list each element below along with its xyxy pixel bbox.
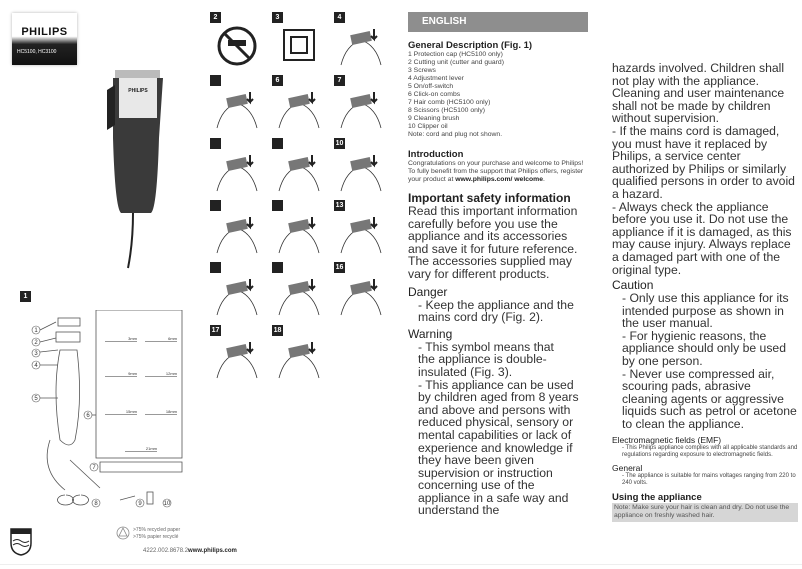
figure-badge: 16 — [335, 264, 344, 271]
caution-item: - Never use compressed air, scouring pads, abrasive cleaning agents or aggressive liquids such as petrol or acetone to clean the appliance. — [622, 366, 797, 432]
instruction-figure — [274, 338, 324, 380]
comb — [145, 312, 177, 342]
danger-item: - Keep the appliance and the mains cord dry (Fig. 2). — [418, 297, 574, 325]
caution-item: - Only use this appliance for its intended purpose as shown in the user manual. — [622, 291, 789, 331]
callout-4: 4 — [34, 363, 38, 369]
callout-7: 7 — [92, 465, 96, 471]
parts-list-item: 10 Clipper oil — [408, 123, 448, 130]
figure-badge — [272, 262, 283, 273]
comb-size: 18mm — [165, 409, 177, 414]
intro-end: . — [542, 176, 545, 183]
parts-list-item: 7 Hair comb (HC5100 only) — [408, 99, 491, 106]
instruction-figure — [336, 213, 386, 255]
safety-text: Read this important information carefully before you use the appliance and its accessories and save it for future reference. The accessories supplied may vary for different products. — [408, 204, 578, 281]
instruction-figure — [274, 213, 324, 255]
comb-size: 3mm — [128, 336, 137, 341]
comb — [105, 385, 137, 415]
footer-code-url — [143, 548, 237, 554]
recycle-icon — [115, 525, 131, 541]
parts-list-item: 8 Scissors (HC5100 only) — [408, 107, 486, 114]
figure-badge — [210, 75, 221, 86]
intro-body: Congratulations on your purchase and welcome to Philips! To fully benefit from the support that Philips offers, register your product at — [408, 160, 584, 183]
parts-list — [408, 51, 592, 131]
instruction-figure — [212, 88, 262, 130]
parts-list-item: 6 Click-on combs — [408, 91, 461, 98]
using-note: Note: Make sure your hair is clean and dry. Do not use the appliance on freshly washed hair. — [612, 503, 798, 522]
callout-2: 2 — [34, 340, 38, 346]
comb — [105, 347, 137, 377]
recycled-paper-note — [133, 527, 180, 540]
introduction-heading: Introduction — [408, 149, 464, 160]
parts-list-item: 1 Protection cap (HC5100 only) — [408, 51, 503, 58]
danger-heading: Danger — [408, 284, 448, 299]
callout-3: 3 — [34, 351, 38, 357]
comb — [105, 312, 137, 342]
instruction-figure — [274, 25, 324, 67]
figure-badge: 18 — [273, 327, 282, 334]
general-heading: General — [612, 462, 643, 473]
parts-list-item: 2 Cutting unit (cutter and guard) — [408, 59, 504, 66]
parts-list-item: 4 Adjustment lever — [408, 75, 464, 82]
general-text: - The appliance is suitable for mains voltages ranging from 220 to 240 volts. — [622, 472, 796, 487]
instruction-figure — [212, 213, 262, 255]
figure-badge: 4 — [334, 12, 345, 23]
warning-heading: Warning — [408, 326, 453, 341]
brand-logo: PHILIPS — [21, 26, 68, 38]
callout-6: 6 — [86, 413, 90, 419]
warning-item: - If the mains cord is damaged, you must have it replaced by Philips, a service center authorized by Philips or similarly qualified persons in order to avoid a hazard. — [612, 123, 795, 201]
instruction-figure — [274, 151, 324, 193]
philips-logo-box — [12, 13, 77, 65]
comb-size: 15mm — [125, 409, 137, 414]
safety-heading: Important safety information — [408, 191, 571, 205]
callout-8: 8 — [94, 501, 98, 507]
instruction-figure — [212, 338, 262, 380]
recycle-en: >75% recycled paper — [133, 527, 181, 533]
figure-1-badge: 1 — [20, 291, 31, 302]
figure-badge: 7 — [334, 75, 345, 86]
comb-size: 9mm — [128, 371, 137, 376]
warning-item-continued: hazards involved. Children shall not play with the appliance. Cleaning and user maintenance shall not be made by children without supervision. — [612, 61, 785, 126]
comb-size: 6mm — [168, 336, 177, 341]
figure-badge — [210, 200, 221, 211]
website-link: www.philips.com — [188, 548, 237, 554]
introduction-text — [408, 160, 592, 184]
recycle-fr: >75% papier recyclé — [133, 533, 179, 540]
emf-text: - This Philips appliance complies with all applicable standards and regulations regarding exposure to electromagnetic fields. — [622, 444, 798, 459]
instruction-figure — [336, 25, 386, 67]
instruction-figure — [274, 88, 324, 130]
parts-note: Note: cord and plug not shown. — [408, 131, 503, 138]
page-bottom-rule — [0, 564, 802, 565]
figure-badge: 2 — [210, 12, 221, 23]
hair-clipper-image — [95, 60, 175, 270]
instruction-figure — [336, 275, 386, 317]
figure-badge: 17 — [211, 327, 220, 334]
figure-badge — [210, 138, 221, 149]
manual-column-2 — [612, 62, 798, 522]
comb — [125, 422, 157, 452]
model-numbers: HC5100, HC3100 — [17, 49, 57, 55]
parts-list-item: 9 Cleaning brush — [408, 115, 460, 122]
language-header: ENGLISH — [408, 12, 588, 32]
instruction-figure — [212, 25, 262, 67]
callout-10: 10 — [163, 501, 171, 507]
figure-badge — [272, 138, 283, 149]
document-code: 4222.002.8678.2 — [143, 548, 189, 554]
instruction-figure — [212, 275, 262, 317]
parts-list-item: 5 On/off-switch — [408, 83, 454, 90]
general-description-heading: General Description (Fig. 1) — [408, 40, 533, 51]
figure-badge: 6 — [272, 75, 283, 86]
callout-5: 5 — [34, 396, 38, 402]
warning-item: - This symbol means that the appliance is double-insulated (Fig. 3). — [418, 339, 554, 379]
figure-badge — [210, 262, 221, 273]
comb-size: 12mm — [165, 371, 177, 376]
emf-heading: Electromagnetic fields (EMF) — [612, 434, 722, 445]
figure-badge: 10 — [335, 140, 344, 147]
figure-badge — [272, 200, 283, 211]
figure-badge: 3 — [272, 12, 283, 23]
using-heading: Using the appliance — [612, 491, 702, 503]
callout-9: 9 — [138, 501, 142, 507]
comb — [145, 347, 177, 377]
caution-heading: Caution — [612, 278, 654, 293]
instruction-figure — [274, 275, 324, 317]
figure-badge: 13 — [335, 202, 344, 209]
warning-item: - This appliance can be used by children aged from 8 years and above and persons with reduced physical, sensory or mental capabilities or lack of experience and knowledge if they have been given supervision or instruction concerning use of the appliance in a safe way and understand the — [418, 377, 579, 518]
comb-size: 21mm — [145, 446, 157, 451]
parts-list-item: 3 Screws — [408, 67, 436, 74]
comb — [145, 385, 177, 415]
instruction-figure — [212, 151, 262, 193]
warning-item: - Always check the appliance before you use it. Do not use the appliance if it is damaged, as this may cause injury. Always replace a damaged part with one of the original type. — [612, 199, 792, 277]
callout-1: 1 — [34, 328, 38, 334]
manual-column-1 — [408, 40, 592, 517]
clipper-brand: PHILIPS — [128, 88, 148, 94]
manual-column-2-lower — [612, 435, 798, 522]
instruction-figure — [336, 88, 386, 130]
caution-item: - For hygienic reasons, the appliance should only be used by one person. — [622, 328, 786, 369]
instruction-figure — [336, 151, 386, 193]
register-link[interactable]: www.philips.com/ welcome — [455, 176, 543, 183]
philips-shield-logo — [10, 528, 32, 556]
